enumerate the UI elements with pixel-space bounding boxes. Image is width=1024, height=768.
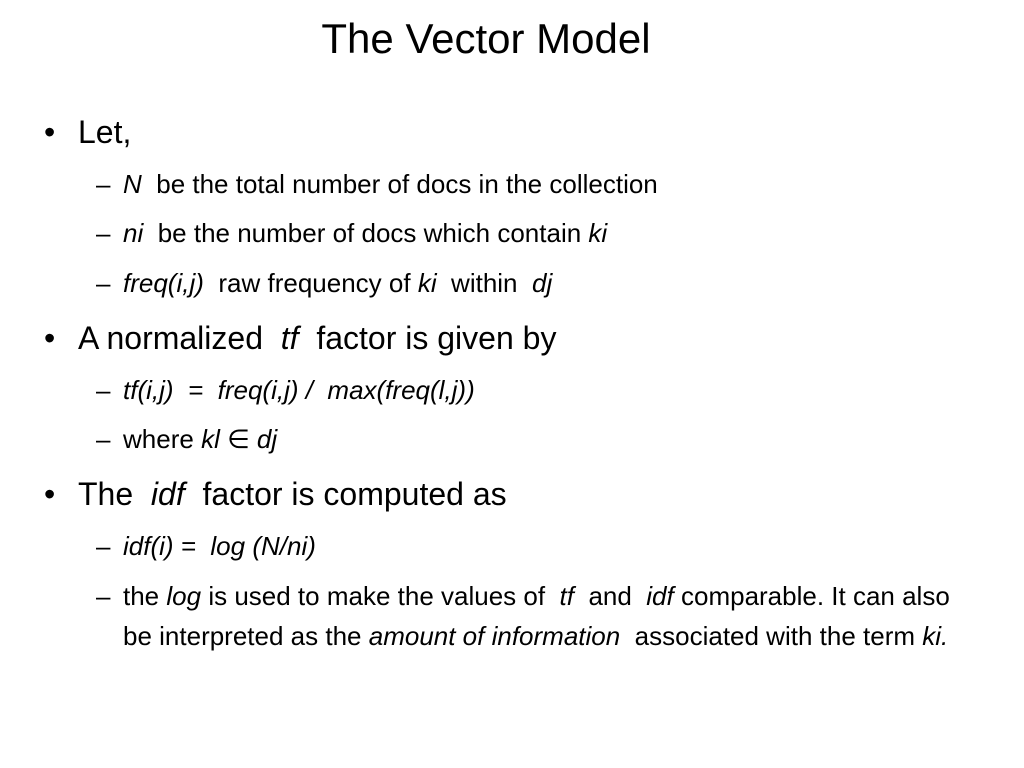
slide-title: The Vector Model — [321, 15, 651, 62]
bullet-text-end: factor is given by — [316, 320, 557, 356]
bullet-idf — [44, 474, 507, 514]
term-log: log — [166, 581, 202, 611]
bullet-text: A normalized — [78, 320, 263, 356]
text-used-to: is used to make the values of — [208, 581, 546, 611]
formula-kl-in-dj: kl ∈ dj — [201, 424, 278, 454]
variable-freq: freq(i,j) — [123, 268, 204, 298]
term-ki: ki — [417, 268, 437, 298]
text-and: and — [588, 581, 632, 611]
formula-idf: idf(i) = log (N/ni) — [123, 531, 316, 561]
term-ki: ki. — [922, 621, 949, 651]
subbullet-text-within: within — [451, 268, 518, 298]
dash-marker: – — [96, 218, 111, 248]
subbullet-tf-formula — [96, 370, 475, 410]
dash-marker: – — [96, 581, 111, 611]
term-tf: tf — [280, 320, 299, 356]
bullet-marker: • — [44, 114, 56, 150]
subbullet-freq — [96, 263, 552, 303]
bullet-text: Let, — [78, 114, 132, 150]
term-amount-of-information: amount of information — [368, 621, 621, 651]
text-the: the — [123, 581, 160, 611]
doc-dj: dj — [531, 268, 553, 298]
term-ki: ki — [588, 218, 608, 248]
term-tf: tf — [559, 581, 574, 611]
text-comparable: comparable. It can also be interpreted as the — [123, 581, 950, 651]
dash-marker: – — [96, 375, 111, 405]
dash-marker: – — [96, 424, 111, 454]
dash-marker: – — [96, 268, 111, 298]
dash-marker: – — [96, 169, 111, 199]
bullet-normalized-tf — [44, 318, 556, 358]
subbullet-log-explanation — [96, 576, 976, 656]
bullet-text-end: factor is computed as — [202, 476, 507, 512]
bullet-marker: • — [44, 320, 56, 356]
formula-tf: tf(i,j) = freq(i,j) / max(freq(l,j)) — [123, 375, 475, 405]
subbullet-where — [96, 419, 277, 459]
subbullet-text: where — [123, 424, 194, 454]
subbullet-idf-formula — [96, 526, 316, 566]
bullet-text: The — [78, 476, 134, 512]
subbullet-ni — [96, 213, 607, 253]
bullet-marker: • — [44, 476, 56, 512]
subbullet-text: be the total number of docs in the collection — [156, 169, 658, 199]
subbullet-N — [96, 164, 658, 204]
subbullet-text: be the number of docs which contain — [157, 218, 582, 248]
variable-ni: ni — [123, 218, 144, 248]
dash-marker: – — [96, 531, 111, 561]
term-idf: idf — [150, 476, 185, 512]
variable-N: N — [123, 169, 142, 199]
term-idf: idf — [646, 581, 674, 611]
bullet-let — [44, 112, 131, 152]
subbullet-paragraph — [123, 576, 983, 656]
subbullet-text: raw frequency of — [218, 268, 411, 298]
text-associated: associated with the term — [634, 621, 916, 651]
